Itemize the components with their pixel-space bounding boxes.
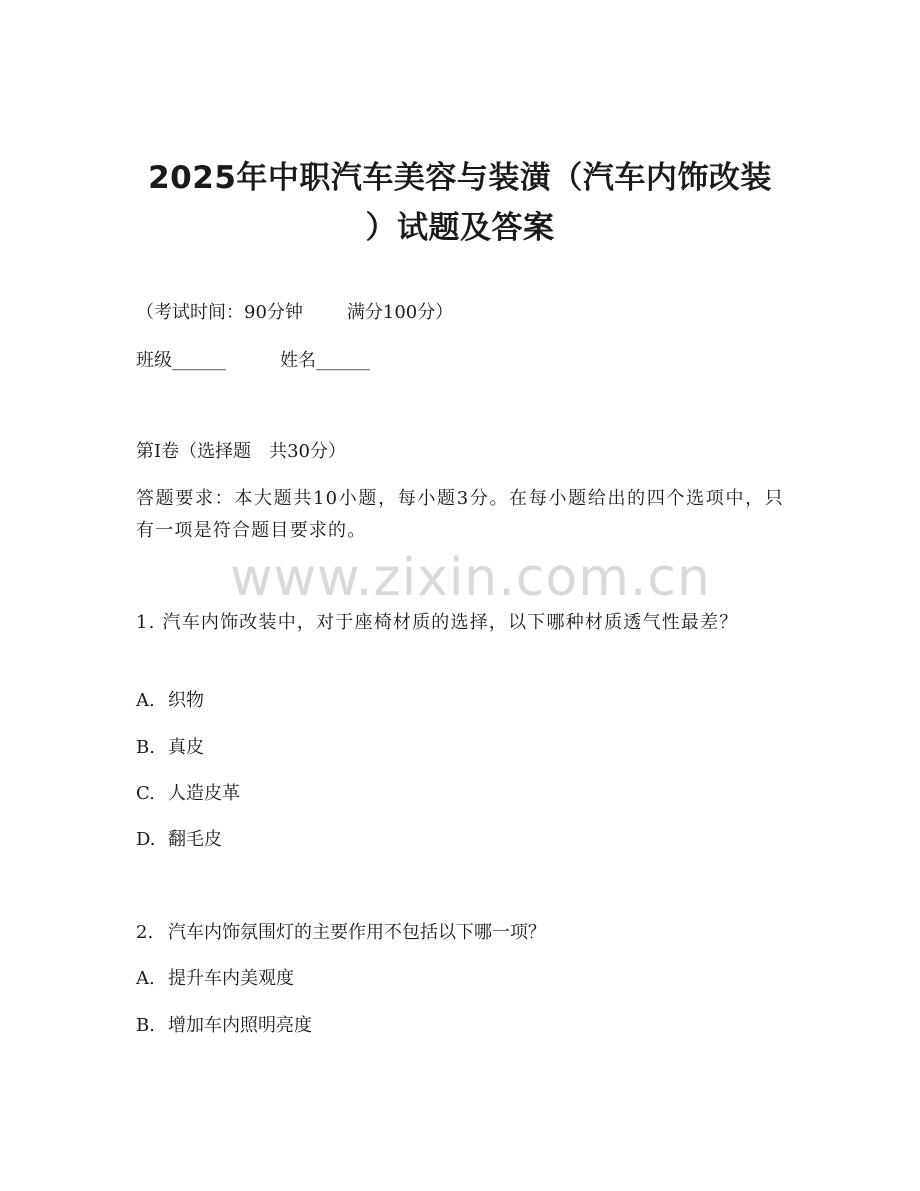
question-1-option-d (136, 825, 222, 855)
document-title (120, 153, 800, 253)
question-1-option-b (136, 733, 204, 763)
question-number: 2. (136, 922, 154, 943)
option-letter: B. (136, 1015, 155, 1036)
student-info (136, 346, 370, 376)
option-text: 真皮 (168, 737, 204, 758)
section-heading: 第Ⅰ卷（选择题 共30分） (136, 441, 347, 462)
class-field: 班级______ (136, 350, 226, 371)
title-line-2: ）试题及答案 (365, 210, 555, 246)
section-instructions: 答题要求：本大题共10小题，每小题3分。在每小题给出的四个选项中，只有一项是符合题目要求的。 (136, 488, 784, 541)
option-text: 人造皮革 (168, 783, 240, 804)
question-text: 汽车内饰改装中，对于座椅材质的选择，以下哪种材质透气性最差？ (162, 612, 739, 633)
question-number: 1. (136, 612, 156, 633)
option-letter: A. (136, 968, 155, 989)
option-letter: A. (136, 690, 155, 711)
watermark: www.zixin.com.cn (230, 548, 711, 608)
question-1-option-a (136, 686, 204, 716)
option-text: 提升车内美观度 (168, 968, 294, 989)
question-2-option-b (136, 1011, 312, 1041)
name-field: 姓名______ (280, 350, 370, 371)
exam-info (136, 298, 453, 328)
question-text: 汽车内饰氛围灯的主要作用不包括以下哪一项？ (168, 922, 546, 943)
option-text: 翻毛皮 (168, 829, 222, 850)
option-letter: C. (136, 783, 155, 804)
exam-time: （考试时间：90分钟 (136, 302, 303, 323)
option-letter: D. (136, 829, 156, 850)
question-2-option-a (136, 964, 294, 994)
option-letter: B. (136, 737, 155, 758)
question-1 (136, 607, 784, 639)
question-1-option-c (136, 779, 240, 809)
option-text: 织物 (168, 690, 204, 711)
option-text: 增加车内照明亮度 (168, 1015, 312, 1036)
exam-score: 满分100分） (346, 302, 454, 323)
question-2 (136, 918, 546, 948)
title-line-1: 2025年中职汽车美容与装潢（汽车内饰改装 (148, 160, 772, 196)
